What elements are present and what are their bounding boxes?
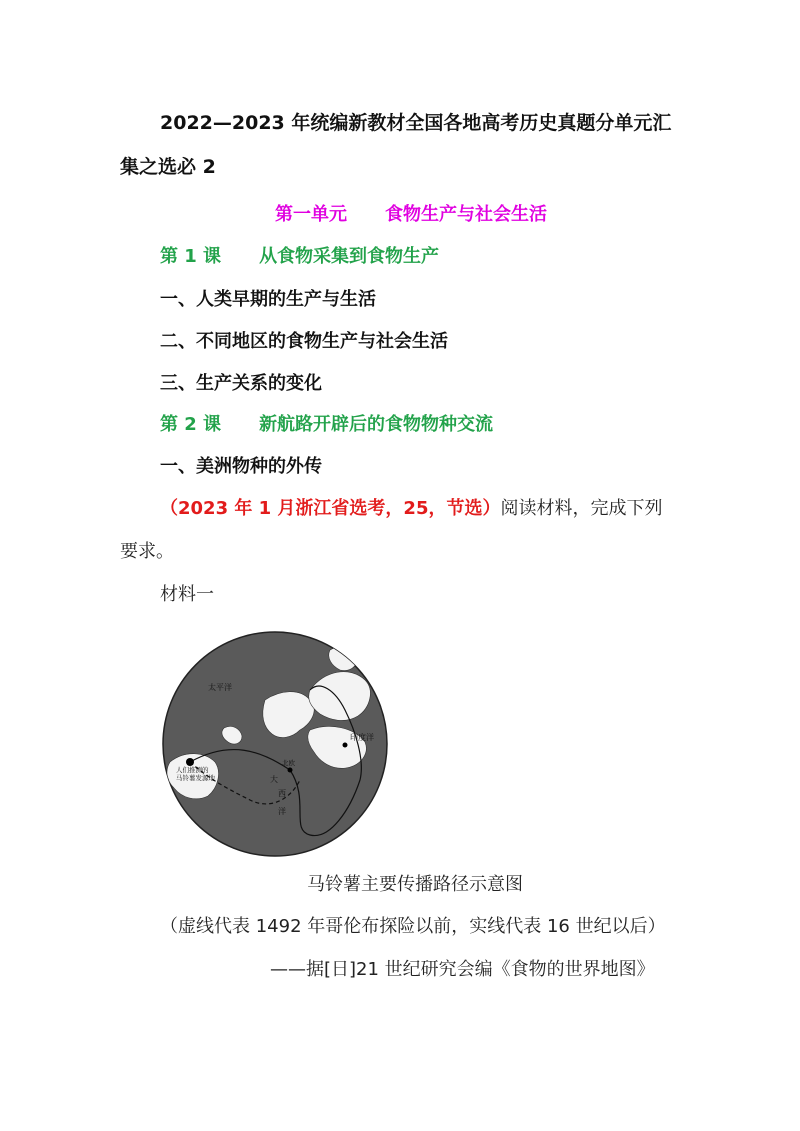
lesson-2-section-1: 一、美洲物种的外传 — [160, 456, 322, 477]
unit-label: 第一单元 — [275, 204, 347, 225]
label-atlantic-3: 洋 — [278, 807, 286, 816]
lesson-1-section-2: 二、不同地区的食物生产与社会生活 — [160, 331, 448, 352]
lesson-1-name: 从食物采集到食物生产 — [259, 246, 440, 267]
label-indian: 印度洋 — [350, 733, 374, 742]
map-caption: 马铃薯主要传播路径示意图 — [307, 874, 523, 895]
unit-heading — [275, 200, 547, 226]
question-source: （2023 年 1 月浙江省选考，25，节选） — [160, 498, 501, 519]
lesson-2-name: 新航路开辟后的食物物种交流 — [259, 414, 494, 435]
lesson-2-heading — [160, 410, 493, 436]
document-title-line1: 2022—2023 年统编新教材全国各地高考历史真题分单元汇 — [160, 112, 672, 134]
lesson-1-heading — [160, 242, 439, 268]
india-marker — [343, 743, 348, 748]
question-line2: 要求。 — [120, 541, 174, 562]
question-text: 阅读材料，完成下列 — [500, 498, 663, 519]
document-title-line2: 集之选必 2 — [120, 156, 216, 178]
map-source: ——据[日]21 世纪研究会编《食物的世界地图》 — [270, 959, 655, 980]
lesson-1-section-1: 一、人类早期的生产与生活 — [160, 289, 376, 310]
map-note: （虚线代表 1492 年哥伦布探险以前，实线代表 16 世纪以后） — [160, 916, 666, 937]
potato-route-map — [160, 630, 390, 858]
material-label: 材料一 — [160, 584, 214, 605]
lesson-1-label: 第 1 课 — [160, 246, 222, 267]
lesson-1-section-3: 三、生产关系的变化 — [160, 373, 322, 394]
label-europe: 北欧 — [282, 759, 295, 767]
lesson-2-label: 第 2 课 — [160, 414, 222, 435]
unit-name: 食物生产与社会生活 — [385, 204, 547, 225]
label-origin-1: 人们推测的 — [176, 766, 209, 774]
question-line1 — [160, 494, 662, 520]
origin-marker — [186, 758, 194, 766]
europe-marker — [288, 768, 293, 773]
map-graphic — [160, 630, 390, 858]
label-origin-2: 马铃薯发源地 — [176, 774, 215, 782]
label-pacific: 太平洋 — [208, 683, 232, 692]
label-atlantic-1: 大 — [270, 775, 278, 784]
label-atlantic-2: 西 — [278, 789, 286, 798]
